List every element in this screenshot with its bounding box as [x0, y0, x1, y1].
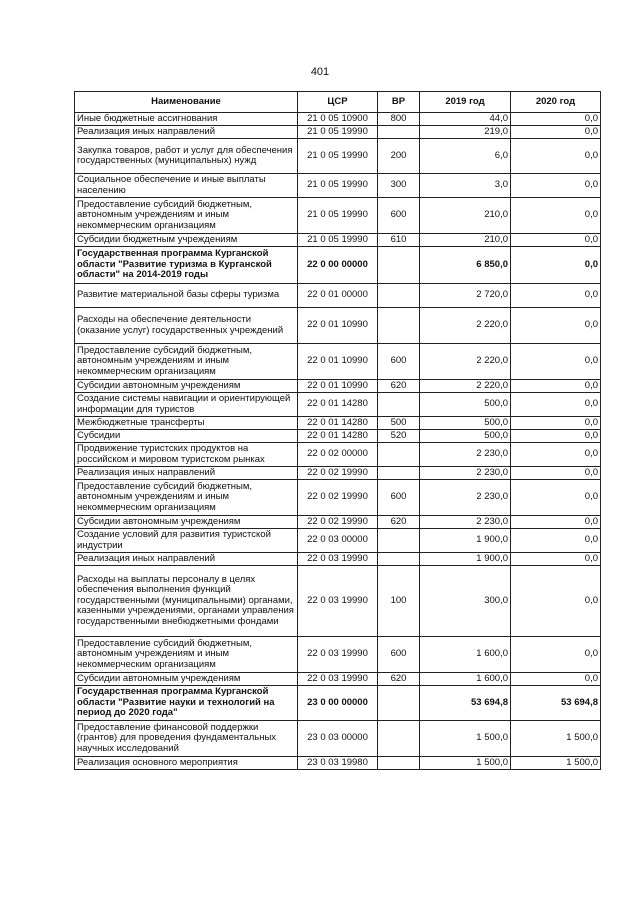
table-row [75, 686, 601, 721]
cell-vr [378, 308, 420, 344]
cell-name: Предоставление финансовой поддержки (грантов) для проведения фундаментальных научных исследований [75, 721, 298, 757]
cell-2020: 0,0 [511, 380, 601, 393]
cell-name: Создание системы навигации и ориентирующей информации для туристов [75, 393, 298, 417]
cell-2020: 0,0 [511, 393, 601, 417]
table-row [75, 673, 601, 686]
cell-2019: 6 850,0 [420, 247, 511, 284]
cell-vr: 610 [378, 234, 420, 247]
header-vr: ВР [378, 92, 420, 113]
cell-vr: 300 [378, 174, 420, 198]
table-row [75, 417, 601, 430]
cell-2020: 0,0 [511, 430, 601, 443]
cell-2020: 0,0 [511, 198, 601, 234]
cell-csr: 21 0 05 19990 [298, 198, 378, 234]
cell-vr [378, 247, 420, 284]
table-row [75, 308, 601, 344]
cell-csr: 23 0 03 19980 [298, 757, 378, 770]
cell-name: Субсидии автономным учреждениям [75, 673, 298, 686]
budget-table [74, 91, 601, 770]
cell-2020: 0,0 [511, 467, 601, 480]
cell-2019: 2 230,0 [420, 480, 511, 516]
cell-name: Государственная программа Курганской области "Развитие туризма в Курганской области" на 2014-2019 годы [75, 247, 298, 284]
cell-csr: 23 0 03 00000 [298, 721, 378, 757]
cell-csr: 21 0 05 19990 [298, 174, 378, 198]
cell-2020: 53 694,8 [511, 686, 601, 721]
table-row [75, 344, 601, 380]
cell-csr: 22 0 02 19990 [298, 516, 378, 529]
cell-2019: 6,0 [420, 139, 511, 174]
cell-2019: 2 230,0 [420, 467, 511, 480]
table-row [75, 198, 601, 234]
cell-vr [378, 467, 420, 480]
cell-csr: 22 0 02 19990 [298, 467, 378, 480]
cell-2020: 0,0 [511, 516, 601, 529]
cell-2020: 0,0 [511, 637, 601, 673]
cell-2019: 44,0 [420, 113, 511, 126]
cell-vr [378, 393, 420, 417]
cell-name: Государственная программа Курганской области "Развитие науки и технологий на период до 2020 года" [75, 686, 298, 721]
cell-2019: 210,0 [420, 198, 511, 234]
cell-2020: 0,0 [511, 443, 601, 467]
cell-csr: 22 0 01 00000 [298, 284, 378, 308]
table-row [75, 430, 601, 443]
cell-name: Продвижение туристских продуктов на российском и мировом туристском рынках [75, 443, 298, 467]
cell-2020: 0,0 [511, 308, 601, 344]
cell-2019: 3,0 [420, 174, 511, 198]
cell-vr: 620 [378, 380, 420, 393]
cell-2019: 500,0 [420, 393, 511, 417]
table-row [75, 529, 601, 553]
cell-name: Реализация иных направлений [75, 553, 298, 566]
cell-csr: 21 0 05 10900 [298, 113, 378, 126]
header-2020: 2020 год [511, 92, 601, 113]
table-row [75, 174, 601, 198]
table-row [75, 234, 601, 247]
cell-name: Расходы на обеспечение деятельности (оказание услуг) государственных учреждений [75, 308, 298, 344]
cell-vr: 600 [378, 480, 420, 516]
cell-2019: 1 600,0 [420, 637, 511, 673]
cell-name: Субсидии [75, 430, 298, 443]
cell-vr: 800 [378, 113, 420, 126]
table-row [75, 553, 601, 566]
cell-2019: 300,0 [420, 566, 511, 637]
table-row [75, 247, 601, 284]
table-row [75, 467, 601, 480]
cell-csr: 22 0 00 00000 [298, 247, 378, 284]
cell-2019: 219,0 [420, 126, 511, 139]
cell-2020: 0,0 [511, 529, 601, 553]
cell-csr: 21 0 05 19990 [298, 234, 378, 247]
cell-csr: 22 0 03 19990 [298, 673, 378, 686]
cell-csr: 22 0 01 14280 [298, 417, 378, 430]
cell-vr: 500 [378, 417, 420, 430]
cell-csr: 22 0 02 19990 [298, 480, 378, 516]
table-row [75, 721, 601, 757]
cell-2020: 0,0 [511, 553, 601, 566]
cell-csr: 21 0 05 19990 [298, 139, 378, 174]
cell-2019: 2 230,0 [420, 443, 511, 467]
table-row [75, 480, 601, 516]
cell-name: Реализация иных направлений [75, 467, 298, 480]
cell-2020: 1 500,0 [511, 721, 601, 757]
cell-2019: 1 900,0 [420, 529, 511, 553]
cell-vr [378, 721, 420, 757]
cell-2020: 0,0 [511, 417, 601, 430]
cell-vr: 620 [378, 673, 420, 686]
cell-vr [378, 126, 420, 139]
cell-vr: 100 [378, 566, 420, 637]
table-row [75, 566, 601, 637]
cell-csr: 22 0 03 19990 [298, 566, 378, 637]
cell-2019: 1 500,0 [420, 721, 511, 757]
cell-csr: 22 0 03 19990 [298, 637, 378, 673]
cell-vr: 600 [378, 344, 420, 380]
table-header-row [75, 92, 601, 113]
cell-csr: 22 0 01 14280 [298, 393, 378, 417]
cell-2019: 500,0 [420, 417, 511, 430]
cell-2020: 1 500,0 [511, 757, 601, 770]
cell-name: Предоставление субсидий бюджетным, автономным учреждениям и иным некоммерческим организациям [75, 198, 298, 234]
table-row [75, 284, 601, 308]
cell-2019: 1 600,0 [420, 673, 511, 686]
cell-2019: 1 900,0 [420, 553, 511, 566]
cell-name: Реализация основного мероприятия [75, 757, 298, 770]
cell-2020: 0,0 [511, 234, 601, 247]
cell-vr [378, 529, 420, 553]
cell-csr: 22 0 02 00000 [298, 443, 378, 467]
cell-2019: 2 720,0 [420, 284, 511, 308]
cell-2019: 1 500,0 [420, 757, 511, 770]
cell-2020: 0,0 [511, 126, 601, 139]
cell-csr: 22 0 01 10990 [298, 308, 378, 344]
cell-vr: 520 [378, 430, 420, 443]
cell-vr [378, 757, 420, 770]
cell-name: Предоставление субсидий бюджетным, автономным учреждениям и иным некоммерческим организациям [75, 637, 298, 673]
cell-2020: 0,0 [511, 139, 601, 174]
cell-csr: 22 0 01 14280 [298, 430, 378, 443]
cell-name: Субсидии автономным учреждениям [75, 380, 298, 393]
page-number: 401 [310, 66, 330, 78]
cell-2019: 2 220,0 [420, 380, 511, 393]
cell-name: Межбюджетные трансферты [75, 417, 298, 430]
table-row [75, 113, 601, 126]
cell-vr: 620 [378, 516, 420, 529]
table-row [75, 380, 601, 393]
cell-vr: 200 [378, 139, 420, 174]
cell-csr: 22 0 01 10990 [298, 380, 378, 393]
cell-2019: 2 220,0 [420, 344, 511, 380]
cell-2020: 0,0 [511, 247, 601, 284]
cell-name: Развитие материальной базы сферы туризма [75, 284, 298, 308]
cell-vr [378, 686, 420, 721]
cell-name: Иные бюджетные ассигнования [75, 113, 298, 126]
header-2019: 2019 год [420, 92, 511, 113]
cell-name: Реализация иных направлений [75, 126, 298, 139]
cell-2019: 2 230,0 [420, 516, 511, 529]
cell-2019: 53 694,8 [420, 686, 511, 721]
cell-name: Расходы на выплаты персоналу в целях обеспечения выполнения функций государственными (муниципальными) органами, казенными учреждениями, органами управления государственными внебюджетными фондами [75, 566, 298, 637]
table-row [75, 126, 601, 139]
cell-2019: 2 220,0 [420, 308, 511, 344]
cell-2020: 0,0 [511, 344, 601, 380]
cell-2020: 0,0 [511, 174, 601, 198]
cell-name: Предоставление субсидий бюджетным, автономным учреждениям и иным некоммерческим организациям [75, 344, 298, 380]
cell-vr: 600 [378, 198, 420, 234]
table-row [75, 139, 601, 174]
cell-vr [378, 284, 420, 308]
cell-name: Закупка товаров, работ и услуг для обеспечения государственных (муниципальных) нужд [75, 139, 298, 174]
table-body [75, 113, 601, 770]
cell-csr: 23 0 00 00000 [298, 686, 378, 721]
header-csr: ЦСР [298, 92, 378, 113]
cell-2019: 500,0 [420, 430, 511, 443]
table-row [75, 637, 601, 673]
cell-2020: 0,0 [511, 113, 601, 126]
cell-name: Создание условий для развития туристской индустрии [75, 529, 298, 553]
cell-2020: 0,0 [511, 480, 601, 516]
cell-2020: 0,0 [511, 284, 601, 308]
cell-vr [378, 553, 420, 566]
table-row [75, 757, 601, 770]
table-row [75, 393, 601, 417]
table-row [75, 516, 601, 529]
cell-csr: 22 0 01 10990 [298, 344, 378, 380]
cell-2019: 210,0 [420, 234, 511, 247]
table-row [75, 443, 601, 467]
header-name: Наименование [75, 92, 298, 113]
cell-vr: 600 [378, 637, 420, 673]
cell-name: Субсидии автономным учреждениям [75, 516, 298, 529]
cell-csr: 21 0 05 19990 [298, 126, 378, 139]
cell-csr: 22 0 03 19990 [298, 553, 378, 566]
cell-2020: 0,0 [511, 566, 601, 637]
cell-name: Социальное обеспечение и иные выплаты населению [75, 174, 298, 198]
cell-2020: 0,0 [511, 673, 601, 686]
cell-csr: 22 0 03 00000 [298, 529, 378, 553]
cell-name: Субсидии бюджетным учреждениям [75, 234, 298, 247]
cell-vr [378, 443, 420, 467]
cell-name: Предоставление субсидий бюджетным, автономным учреждениям и иным некоммерческим организациям [75, 480, 298, 516]
